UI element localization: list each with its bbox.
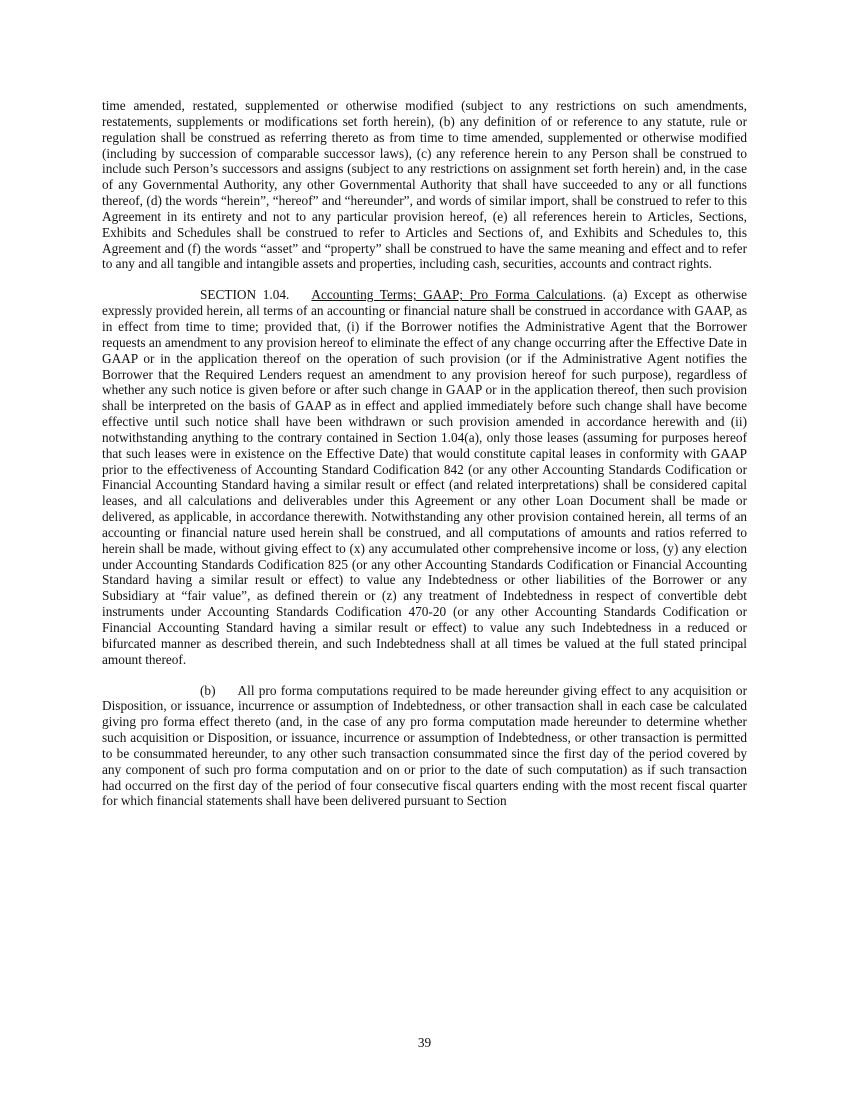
- section-body-text: (a) Except as otherwise expressly provided herein, all terms of an accounting or financial nature shall be construed in accordance with GAAP, as in effect from time to time; provided that, (i) if the Borrower notifies the Administrative Agent that the Borrower requests an amendment to any provision hereof to eliminate the effect of any change occurring after the Effective Date in GAAP or in the application thereof on the operation of such provision (or if the Administrative Agent notifies the Borrower that the Required Lenders request an amendment to any provision hereof for such purpose), regardless of whether any such notice is given before or after such change in GAAP or in the application thereof, then such provision shall be interpreted on the basis of GAAP as in effect and applied immediately before such change shall have become effective until such notice shall have been withdrawn or such provision amended in accordance herewith and (ii) notwithstanding anything to the contrary contained in Section 1.04(a), only those leases (assuming for purposes hereof that such leases were in existence on the Effective Date) that would constitute capital leases in conformity with GAAP prior to the effectiveness of Accounting Standard Codification 842 (or any other Accounting Standards Codification or Financial Accounting Standard having a similar result or effect (and related interpretations) shall be considered capital leases, and all calculations and deliverables under this Agreement or any other Loan Document shall be made or delivered, as applicable, in accordance therewith. Notwithstanding any other provision contained herein, all terms of an accounting or financial nature used herein shall be construed, and all computations of amounts and ratios referred to herein shall be made, without giving effect to (x) any accumulated other comprehensive income or loss, (y) any election under Accounting Standards Codification 825 (or any other Accounting Standards Codification or Financial Accounting Standard having a similar result or effect) to value any Indebtedness or other liabilities of the Borrower or any Subsidiary at “fair value”, as defined therein or (z) any treatment of Indebtedness in respect of convertible debt instruments under Accounting Standards Codification 470-20 (or any other Accounting Standards Codification or Financial Accounting Standard having a similar result or effect) to value any such Indebtedness in a reduced or bifurcated manner as described therein, and such Indebtedness shall at all times be valued at the full stated principal amount thereof.: [102, 287, 747, 667]
- clause-b-label: (b): [200, 682, 216, 698]
- paragraph-spacer: [102, 272, 747, 287]
- section-1-04-paragraph: [102, 287, 747, 667]
- clause-b-text: All pro forma computations required to be made hereunder giving effect to any acquisition or Disposition, or issuance, incurrence or assumption of Indebtedness, or other transaction shall in each case be calculated giving pro forma effect thereto (and, in the case of any pro forma computation made hereunder to determine whether such acquisition or Disposition, or issuance, incurrence or assumption of Indebtedness, or other transaction is permitted to be consummated hereunder, to any other such transaction consummated since the first day of the period covered by any component of such pro forma computation and on or prior to the date of such computation) as if such transaction had occurred on the first day of the period of four consecutive fiscal quarters ending with the most recent fiscal quarter for which financial statements shall have been delivered pursuant to Section: [102, 682, 747, 809]
- page-number: 39: [417, 1035, 432, 1050]
- clause-b-paragraph: [102, 683, 747, 810]
- section-title: Accounting Terms; GAAP; Pro Forma Calculations: [311, 287, 603, 303]
- document-page: [102, 98, 747, 809]
- section-number: SECTION 1.04.: [200, 287, 290, 303]
- paragraph-spacer: [102, 668, 747, 683]
- section-title-period: .: [602, 287, 606, 303]
- paragraph-continuation: time amended, restated, supplemented or otherwise modified (subject to any restrictions on such amendments, restatements, supplements or modifications set forth herein), (b) any definition of or reference to any statute, rule or regulation shall be construed as referring thereto as from time to time amended, supplemented or otherwise modified (including by succession of comparable successor laws), (c) any reference herein to any Person shall be construed to include such Person’s successors and assigns (subject to any restrictions on assignment set forth herein) and, in the case of any Governmental Authority, any other Governmental Authority that shall have succeeded to any or all functions thereof, (d) the words “herein”, “hereof” and “hereunder”, and words of similar import, shall be construed to refer to this Agreement in its entirety and not to any particular provision hereof, (e) all references herein to Articles, Sections, Exhibits and Schedules shall be construed to refer to Articles and Sections of, and Exhibits and Schedules to, this Agreement and (f) the words “asset” and “property” shall be construed to have the same meaning and effect and to refer to any and all tangible and intangible assets and properties, including cash, securities, accounts and contract rights.: [102, 98, 747, 272]
